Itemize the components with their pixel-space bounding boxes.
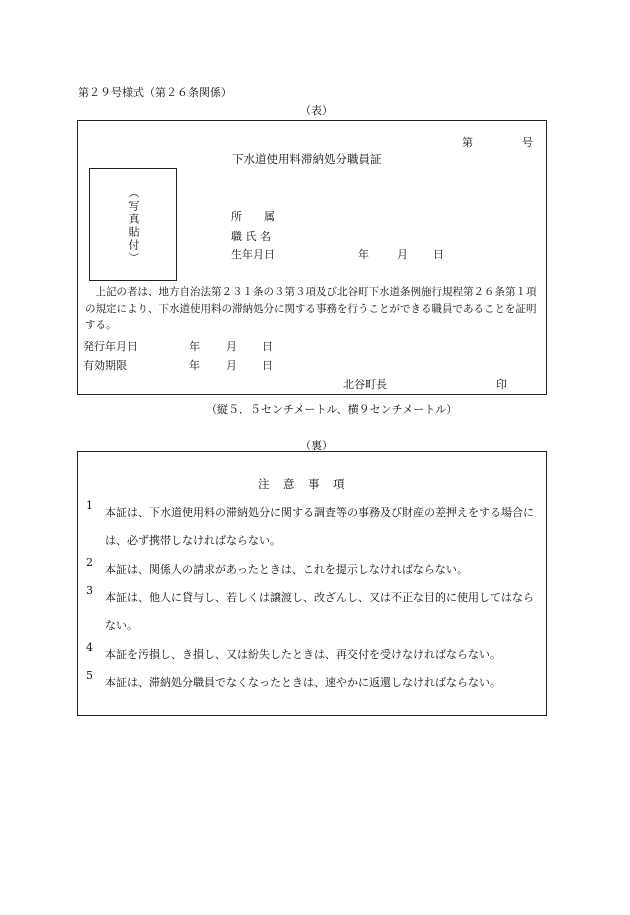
note-number: 2 — [86, 556, 93, 569]
note-text: 本証は、関係人の請求があったときは、これを提示しなければならない。 — [105, 563, 468, 576]
birthdate-label: 生年月日 — [231, 248, 275, 261]
note-text: 本証を汚損し、き損し、又は紛失したときは、再交付を受けなければならない。 — [105, 648, 501, 661]
expiry-year-label: 年 — [189, 359, 200, 372]
card-title: 下水道使用料滞納処分職員証 — [232, 152, 382, 166]
seal-mark: 印 — [496, 378, 507, 391]
number-suffix: 号 — [522, 136, 533, 149]
expiry-month-label: 月 — [226, 359, 237, 372]
front-label: （表） — [300, 104, 333, 117]
note-number: 5 — [86, 669, 93, 682]
birth-day-label: 日 — [433, 248, 444, 261]
note-text: 本証は、下水道使用料の滞納処分に関する調査等の事務及び財産の差押えをする場合には、必ず携帯しなければならない。 — [105, 506, 534, 547]
expiry-label: 有効期限 — [83, 359, 127, 372]
expiry-day-label: 日 — [262, 359, 273, 372]
card-front — [77, 120, 547, 395]
note-number: 3 — [86, 584, 93, 597]
number-prefix: 第 — [462, 136, 473, 149]
issuer-name: 北谷町長 — [343, 378, 387, 391]
affiliation-label: 所 属 — [231, 210, 275, 223]
name-label: 職 氏 名 — [231, 230, 271, 243]
issue-day-label: 日 — [262, 340, 273, 353]
photo-label: （写真貼付） — [127, 187, 140, 265]
note-text: 本証は、滞納処分職員でなくなったときは、速やかに返還しなければならない。 — [105, 676, 501, 689]
photo-placeholder — [89, 168, 177, 281]
issue-date-label: 発行年月日 — [83, 340, 138, 353]
birth-year-label: 年 — [358, 248, 369, 261]
issue-month-label: 月 — [226, 340, 237, 353]
note-number: 4 — [86, 641, 93, 654]
note-text: 本証は、他人に貸与し、若しくは譲渡し、改ざんし、又は不正な目的に使用してはならない。 — [105, 591, 534, 632]
issue-year-label: 年 — [189, 340, 200, 353]
back-label: （裏） — [300, 439, 333, 452]
birth-month-label: 月 — [397, 248, 408, 261]
notes-heading: 注 意 事 項 — [258, 477, 346, 491]
card-back — [77, 451, 547, 716]
size-note: （縦５．５センチメートル、横９センチメートル） — [206, 403, 458, 416]
form-title: 第２９号様式（第２６条関係） — [78, 86, 232, 99]
certification-text: 上記の者は、地方自治法第２３１条の３第３項及び北谷町下水道条例施行規程第２６条第１項の規定により、下水道使用料の滞納処分に関する事務を行うことができる職員であることを証明する。 — [85, 286, 537, 331]
note-number: 1 — [86, 499, 93, 512]
